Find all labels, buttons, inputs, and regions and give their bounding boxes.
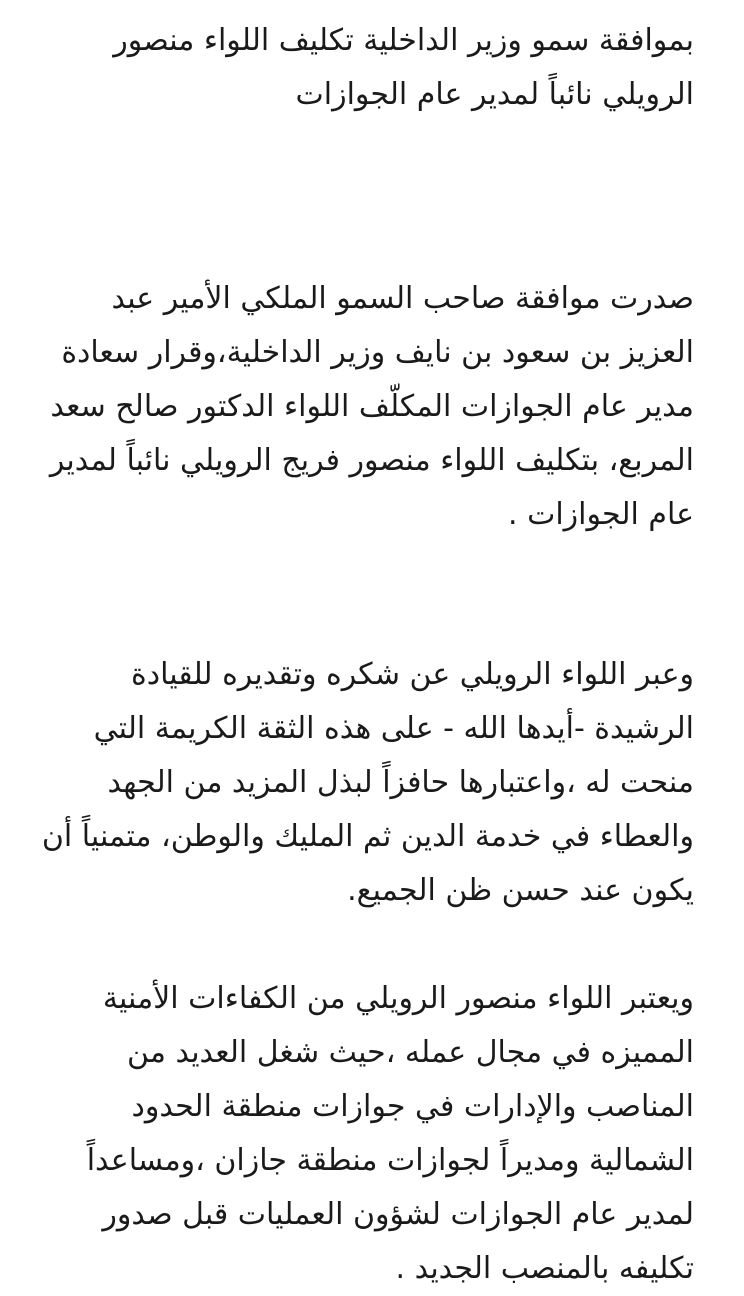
article-paragraph-appointment: صدرت موافقة صاحب السمو الملكي الأمير عبد العزيز بن سعود بن نايف وزير الداخلية،وقرار سعادة مدير عام الجوازات المكلّف اللواء الدكتور صالح سعد المربع، بتكليف اللواء منصور فريج الرويلي نائباً لمدير عام الجوازات . [49, 281, 694, 532]
article-paragraph-career: ويعتبر اللواء منصور الرويلي من الكفاءات الأمنية المميزه في مجال عمله ،حيث شغل العديد من المناصب والإدارات في جوازات منطقة الحدود الشمالية ومديراً لجوازات منطقة جازان ،ومساعداً لمدير عام الجوازات لشؤون العمليات قبل صدور تكليفه بالمنصب الجديد . [86, 981, 694, 1286]
article-headline: بموافقة سمو وزير الداخلية تكليف اللواء منصور الرويلي نائباً لمدير عام الجوازات [113, 23, 694, 112]
article-paragraph-thanks: وعبر اللواء الرويلي عن شكره وتقديره للقيادة الرشيدة -أيدها الله - على هذه الثقة الكريمة التي منحت له ،واعتبارها حافزاً لبذل المزيد من الجهد والعطاء في خدمة الدين ثم المليك والوطن، متمنياً أن يكون عند حسن ظن الجميع. [41, 657, 694, 908]
